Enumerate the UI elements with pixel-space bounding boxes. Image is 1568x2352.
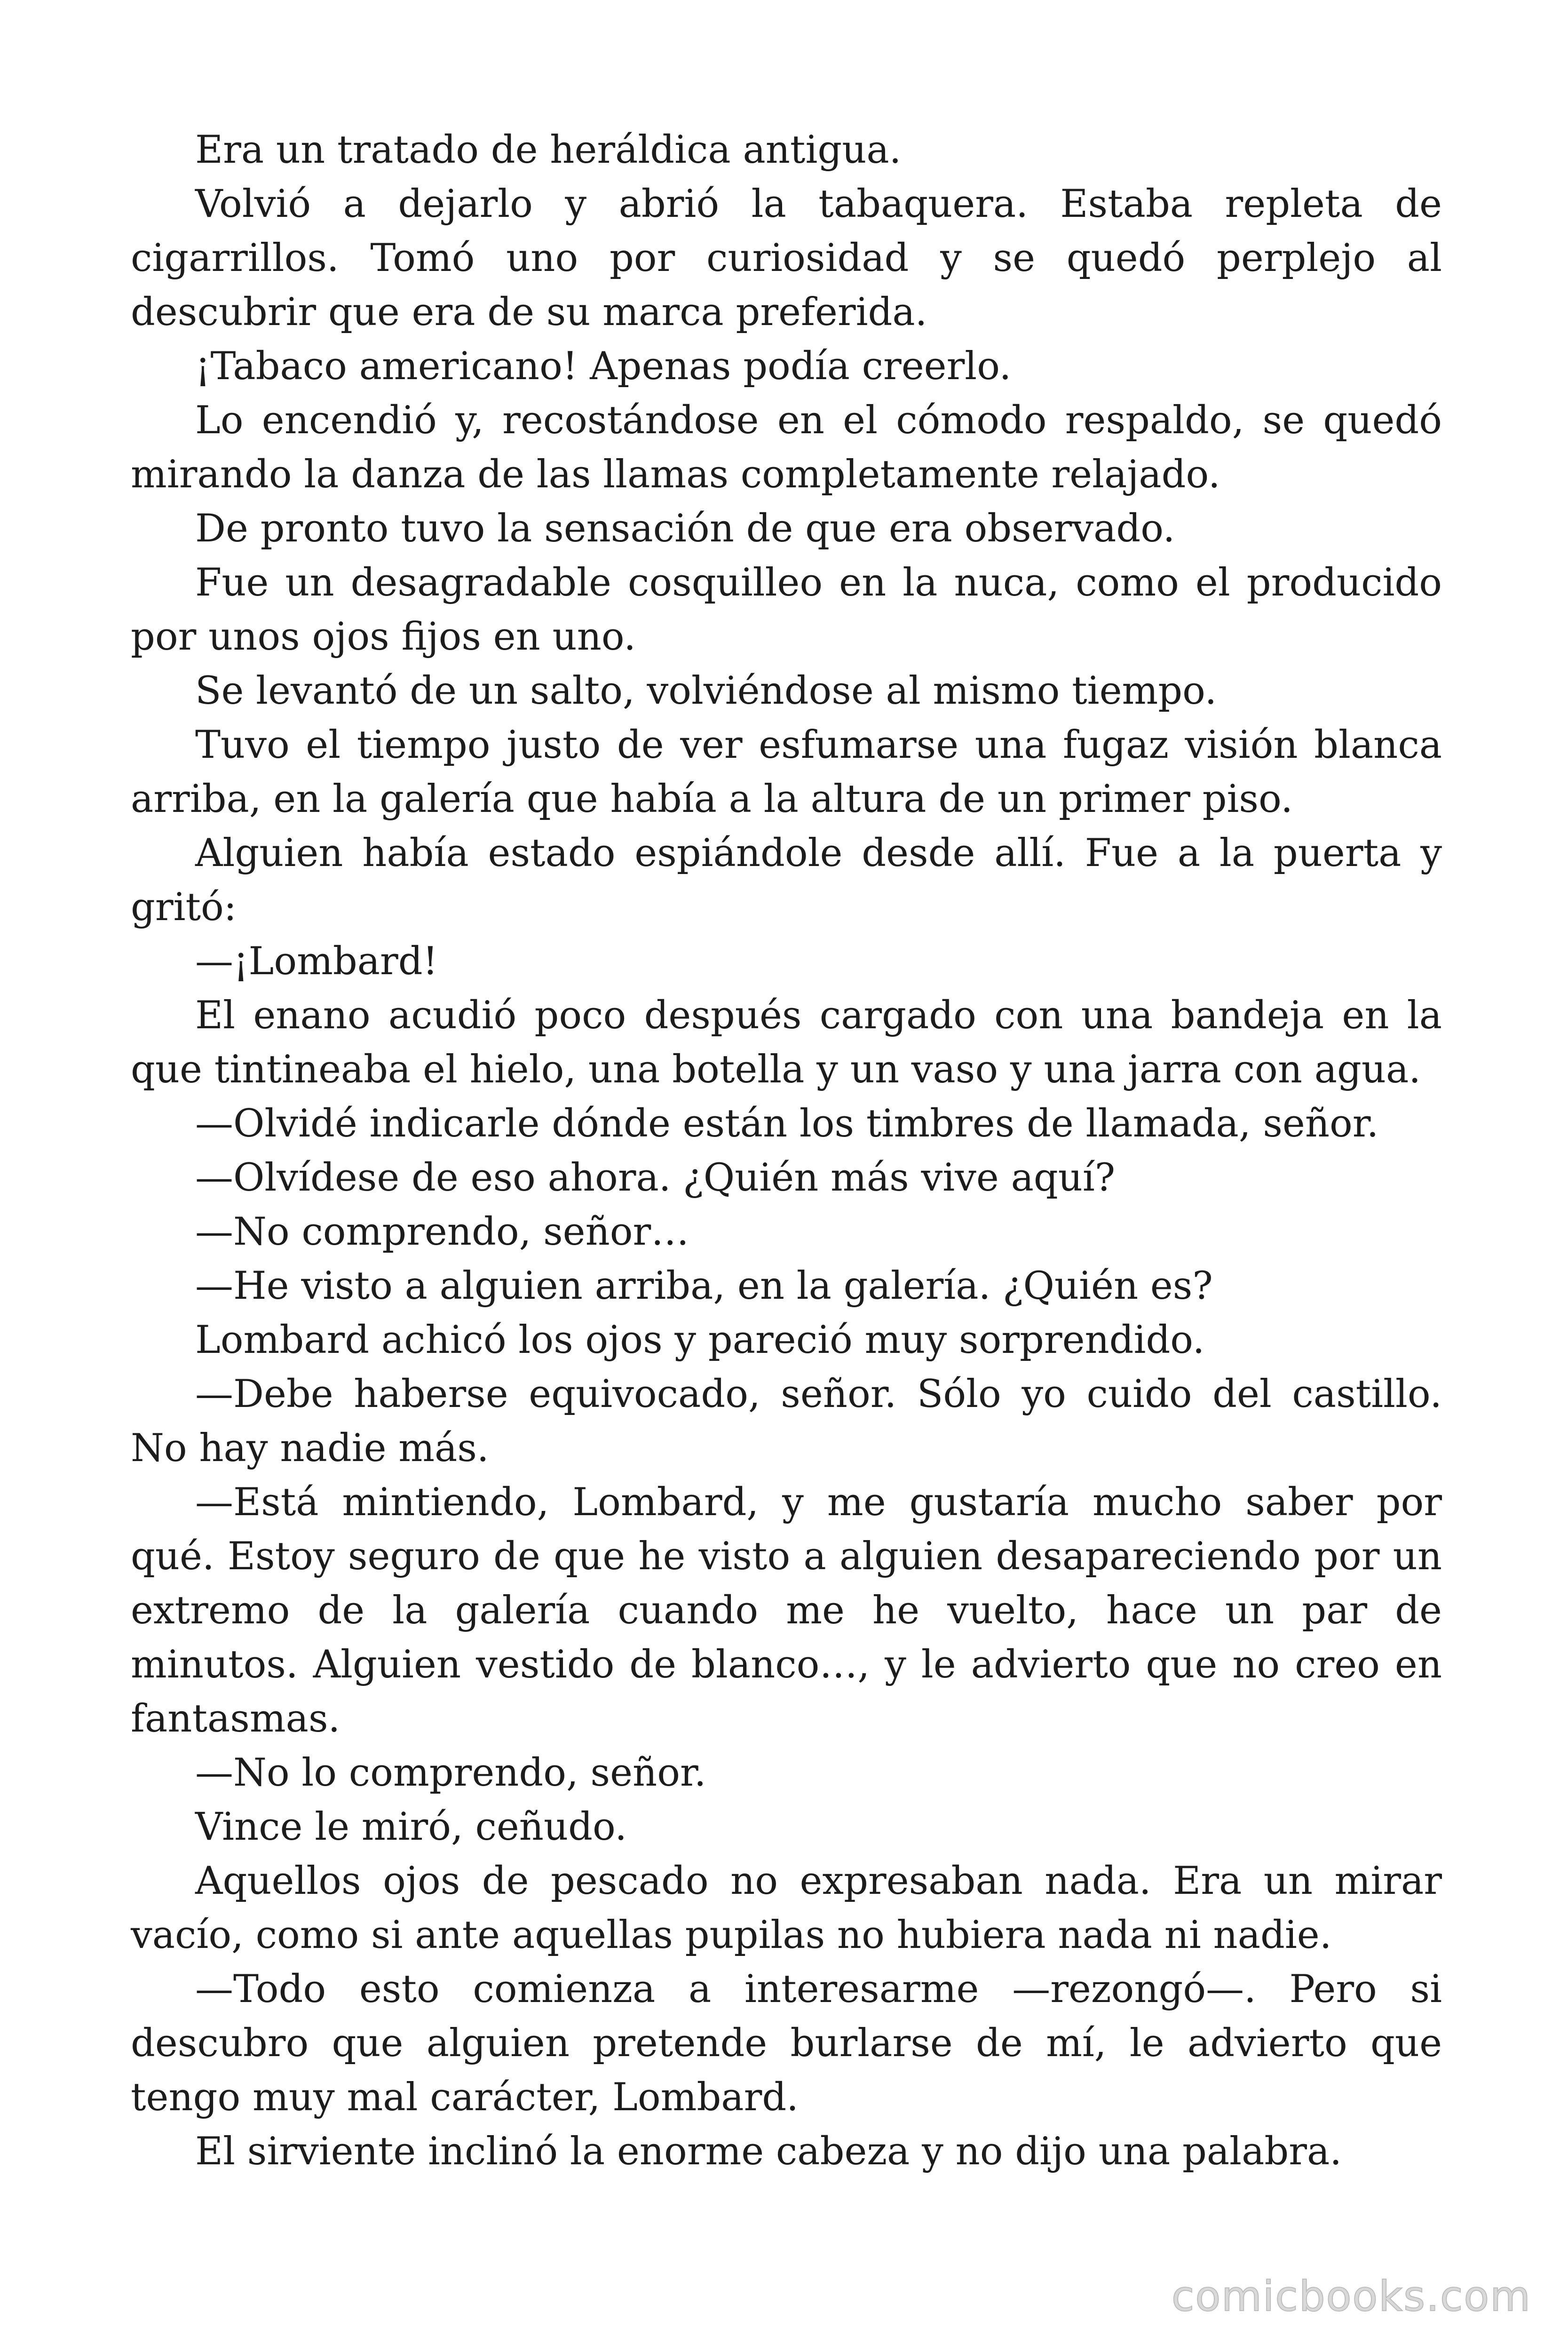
paragraph: Era un tratado de heráldica antigua. xyxy=(195,128,902,172)
paragraph: El enano acudió poco después cargado con una bandeja en la que tintineaba el hielo, una botella y un vaso y una jarra con agua. xyxy=(131,993,1442,1092)
paragraph: Fue un desagradable cosquilleo en la nuca, como el producido por unos ojos fijos en uno. xyxy=(131,561,1442,659)
paragraph: El sirviente inclinó la enorme cabeza y no dijo una palabra. xyxy=(195,2130,1342,2174)
paragraph: —Olvídese de eso ahora. ¿Quién más vive aquí? xyxy=(195,1156,1116,1200)
paragraph: Vince le miró, ceñudo. xyxy=(195,1805,627,1849)
paragraph: —Debe haberse equivocado, señor. Sólo yo cuido del castillo. No hay nadie más. xyxy=(131,1372,1442,1470)
paragraph: —No lo comprendo, señor. xyxy=(195,1751,706,1795)
paragraph: —¡Lombard! xyxy=(195,939,438,984)
paragraph: Tuvo el tiempo justo de ver esfumarse una fugaz visión blanca arriba, en la galería que había a la altura de un primer piso. xyxy=(131,723,1442,821)
paragraph: Lo encendió y, recostándose en el cómodo respaldo, se quedó mirando la danza de las llamas completamente relajado. xyxy=(131,398,1442,497)
paragraph: ¡Tabaco americano! Apenas podía creerlo. xyxy=(195,344,1012,389)
paragraph: Lombard achicó los ojos y pareció muy sorprendido. xyxy=(195,1318,1205,1362)
paragraph: Se levantó de un salto, volviéndose al mismo tiempo. xyxy=(195,669,1217,713)
paragraph: —He visto a alguien arriba, en la galería. ¿Quién es? xyxy=(195,1264,1213,1308)
paragraph: Alguien había estado espiándole desde allí. Fue a la puerta y gritó: xyxy=(131,831,1442,930)
paragraph: Aquellos ojos de pescado no expresaban nada. Era un mirar vacío, como si ante aquellas pupilas no hubiera nada ni nadie. xyxy=(131,1859,1442,1957)
paragraph: De pronto tuvo la sensación de que era observado. xyxy=(195,507,1175,551)
paragraph: —Está mintiendo, Lombard, y me gustaría mucho saber por qué. Estoy seguro de que he visto a alguien desapareciendo por un extremo de la galería cuando me he vuelto, hace un par de minutos. Alguien vestido de blanco…, y le advierto que no creo en fantasmas. xyxy=(131,1480,1442,1741)
paragraph: —Olvidé indicarle dónde están los timbres de llamada, señor. xyxy=(195,1102,1379,1146)
paragraph: —Todo esto comienza a interesarme —rezongó—. Pero si descubro que alguien pretende burlarse de mí, le advierto que tengo muy mal carácter, Lombard. xyxy=(131,1967,1442,2120)
paragraph: —No comprendo, señor… xyxy=(195,1210,689,1254)
paragraph: Volvió a dejarlo y abrió la tabaquera. Estaba repleta de cigarrillos. Tomó uno por curiosidad y se quedó perplejo al descubrir que era de su marca preferida. xyxy=(131,182,1442,334)
watermark-text: comicbooks.com xyxy=(1171,2272,1531,2320)
body-text xyxy=(131,123,1442,2179)
